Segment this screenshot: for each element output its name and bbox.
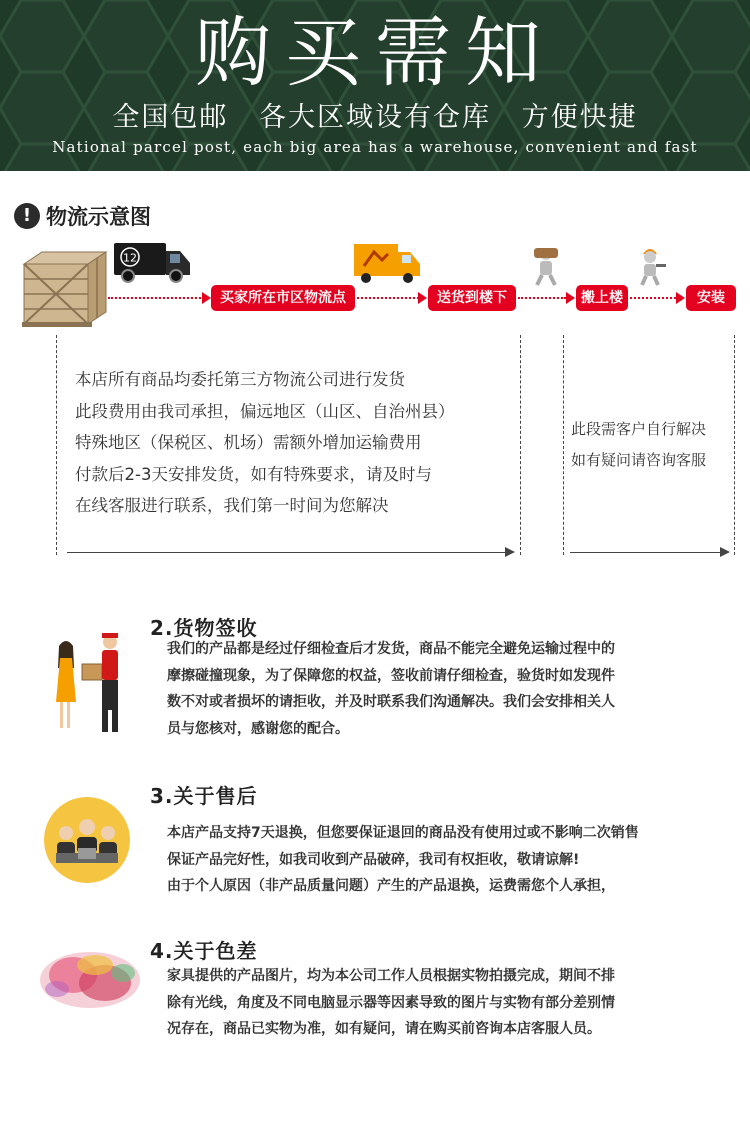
color-section-title: 4.关于色差 — [150, 939, 258, 963]
range-line — [67, 552, 507, 553]
text-line: 此段需客户自行解决 — [571, 420, 707, 438]
installer-figure-icon — [632, 244, 668, 286]
aftersale-section-body — [167, 820, 639, 900]
text-line: 除有光线，角度及不同电脑显示器等因素导致的图片与实物有部分差别情 — [167, 994, 615, 1011]
header-banner — [0, 0, 750, 171]
wooden-crate-icon — [20, 248, 108, 328]
header-subtitle: 全国包邮 各大区域设有仓库 方便快捷 — [112, 102, 638, 133]
sign-section-title: 2.货物签收 — [150, 616, 258, 640]
logistics-section-title — [14, 202, 151, 230]
text-line: 数不对或者损坏的请拒收，并及时联系我们沟通解决。我们会安排相关人 — [167, 694, 615, 710]
header-english-subtitle: National parcel post, each big area has a warehouse, convenient and fast — [52, 138, 698, 156]
aftersale-section-title: 3.关于售后 — [150, 784, 258, 808]
color-section-body — [167, 963, 615, 1043]
flow-arrow-icon — [202, 292, 211, 304]
text-line: 在线客服进行联系，我们第一时间为您解决 — [75, 496, 389, 515]
step-pill-logistics-point: 买家所在市区物流点 — [211, 285, 355, 311]
range-line — [570, 552, 722, 553]
step-pill-deliver-downstairs: 送货到楼下 — [428, 285, 516, 311]
step-pill-install: 安装 — [686, 285, 736, 311]
flow-connector — [518, 297, 566, 299]
arrow-right-icon — [505, 547, 515, 557]
flow-connector — [108, 297, 204, 299]
text-line: 我们的产品都是经过仔细检查后才发货，商品不能完全避免运输过程中的 — [167, 641, 615, 657]
text-line: 如有疑问请咨询客服 — [571, 451, 707, 469]
text-line: 家具提供的产品图片，均为本公司工作人员根据实物拍摄完成，期间不排 — [167, 968, 615, 984]
text-line: 摩擦碰撞现象，为了保障您的权益，签收前请仔细检查，验货时如发现件 — [167, 667, 615, 684]
dashed-divider — [734, 335, 735, 555]
flow-arrow-icon — [566, 292, 575, 304]
color-powder-splash-icon — [35, 945, 145, 1015]
dashed-divider — [520, 335, 521, 555]
text-line: 保证产品完好性，如我司收到产品破碎，我司有权拒收，敬请谅解! — [167, 851, 580, 868]
arrow-right-icon — [720, 547, 730, 557]
black-truck-icon — [112, 239, 192, 284]
flow-arrow-icon — [418, 292, 427, 304]
flow-connector — [630, 297, 676, 299]
text-line: 员与您核对，感谢您的配合。 — [167, 720, 349, 737]
page-title: 购买需知 — [195, 8, 555, 97]
dashed-divider — [563, 335, 564, 555]
text-line: 特殊地区（保税区、机场）需额外增加运输费用 — [75, 433, 422, 452]
text-line: 付款后2-3天安排发货，如有特殊要求，请及时与 — [75, 464, 432, 484]
sign-section-body — [167, 636, 615, 742]
flow-arrow-icon — [676, 292, 685, 304]
step-pill-carry-upstairs: 搬上楼 — [576, 285, 628, 311]
exclamation-icon: ! — [14, 203, 40, 229]
carrier-figure-icon — [528, 244, 564, 286]
text-line: 本店所有商品均委托第三方物流公司进行发货 — [75, 370, 405, 389]
delivery-handover-icon — [52, 628, 132, 734]
logistics-right-text — [571, 414, 706, 476]
orange-truck-icon — [352, 242, 424, 286]
text-line: 本店产品支持7天退换，但您要保证退回的商品没有使用过或不影响二次销售 — [167, 825, 639, 841]
customer-service-team-icon — [42, 795, 132, 885]
dashed-divider — [56, 335, 57, 555]
logistics-left-text — [75, 364, 455, 522]
logistics-title: 物流示意图 — [46, 205, 151, 229]
text-line: 此段费用由我司承担，偏远地区（山区、自治州县） — [75, 401, 455, 421]
flow-connector — [357, 297, 419, 299]
text-line: 由于个人原因（非产品质量问题）产生的产品退换，运费需您个人承担， — [167, 878, 615, 894]
text-line: 况存在，商品已实物为准，如有疑问，请在购买前咨询本店客服人员。 — [167, 1021, 601, 1037]
truck-number-label: 12 — [123, 251, 137, 265]
